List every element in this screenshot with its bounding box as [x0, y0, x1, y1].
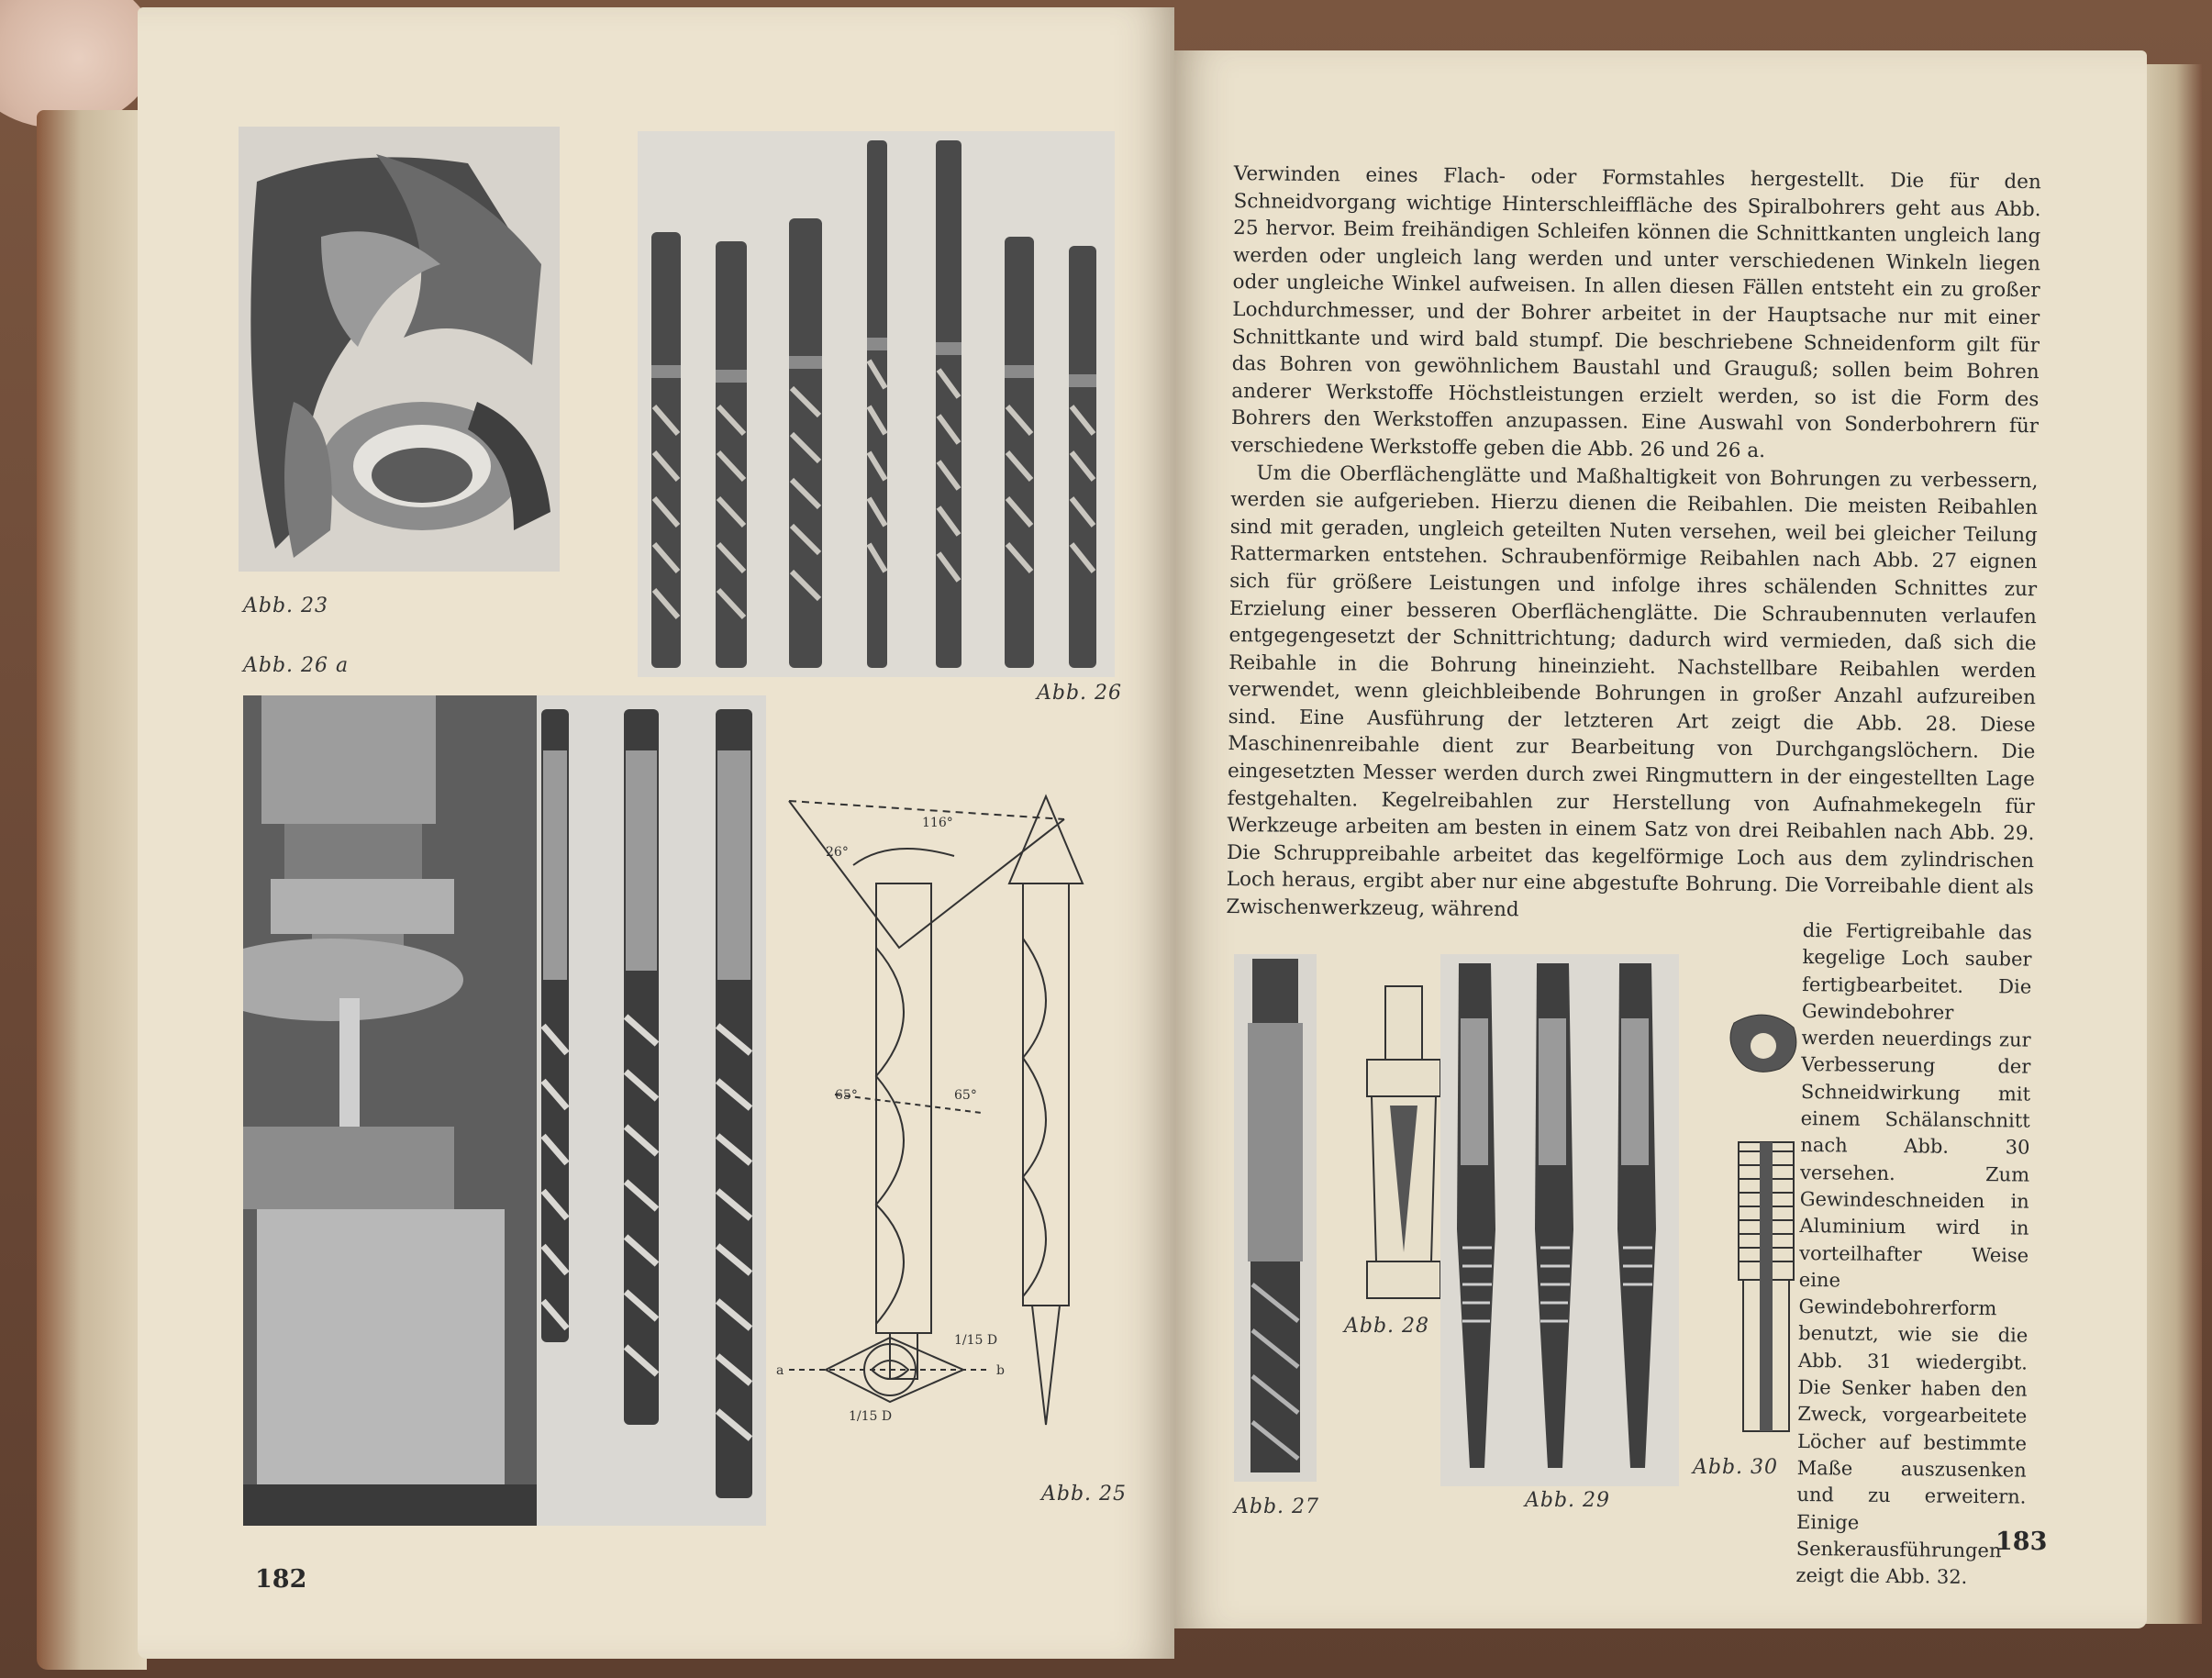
label-angle-116: 116° [922, 816, 953, 830]
milling-cutter-image [239, 127, 560, 572]
label-point-b: b [996, 1363, 1005, 1378]
side-column-text: die Fertigreibahle das kegelige Loch sauber fertigbearbeitet. Die Gewindebohrer werden neuerdings zur Verbesserung der Schneidwirkung mit einem Schälanschnitt nach Abb. 30 versehen. Zum Gewindeschneiden in Aluminium wird in vorteilhafter Weise eine Gewindebohrerform benutzt, wie sie die Abb. 31 wiedergibt. Die Senker haben den Zweck, vorgearbeitete Löcher auf bestimmte Maße auszusenken und zu erweitern. Einige Senkerausführungen zeigt die Abb. 32. [1795, 918, 2032, 1589]
paragraph-1: Verwinden eines Flach- oder Formstahles hergestellt. Die für den Schneidvorgang wichtige Hinterschleiffläche des Spiralbohrers geht aus Abb. 25 hervor. Beim freihändigen Schleifen können die Schnittkanten ungleich lang werden oder ungleich lang werden und unter verschiedenen Winkeln liegen oder ungleiche Winkel aufweisen. In allen diesen Fällen entsteht ein zu großer Lochdurchmesser, und der Bohrer arbeitet in der Hauptsache nur mit einer Schnittkante und wird bald stumpf. Die beschriebene Schneidenform gilt für das Bohren von gewöhnlichem Baustahl und Grauguß; sollen beim Bohren anderer Werkstoffe Höchstleistungen erzielt werden, so ist die Form des Bohrers den Werkstoffen anzupassen. Eine Auswahl von Sonderbohrern für verschiedene Werkstoffe geben die Abb. 26 und 26 a. [1230, 161, 2041, 463]
figure-abb-29 [1440, 954, 1679, 1486]
taper-reamer-set-image [1440, 954, 1679, 1486]
caption-abb-25: Abb. 25 [1041, 1483, 1128, 1506]
book-edge-left [37, 110, 147, 1670]
main-text [1226, 161, 2041, 929]
label-point-a: a [776, 1363, 784, 1378]
caption-abb-27: Abb. 27 [1234, 1495, 1320, 1518]
figure-abb-26 [638, 131, 1115, 677]
figure-abb-28 [1353, 968, 1454, 1307]
label-angle-65-left: 65° [835, 1088, 858, 1103]
figure-abb-27 [1234, 954, 1317, 1482]
drill-set-image [638, 131, 1115, 677]
drill-press-image [243, 695, 766, 1526]
label-angle-65-right: 65° [954, 1088, 977, 1103]
drill-geometry-drawing [771, 783, 1156, 1452]
caption-abb-26: Abb. 26 [1037, 682, 1123, 705]
figure-abb-23 [239, 127, 560, 572]
adjustable-reamer-drawing [1353, 968, 1454, 1307]
caption-abb-26a: Abb. 26 a [243, 654, 350, 677]
right-page [1174, 50, 2147, 1628]
label-dim-left: 1/15 D [849, 1409, 893, 1424]
caption-abb-29: Abb. 29 [1525, 1489, 1611, 1512]
label-angle-26: 26° [826, 845, 849, 860]
caption-abb-23: Abb. 23 [243, 595, 329, 617]
page-number-right: 183 [1995, 1528, 2048, 1556]
spiral-reamer-image [1234, 954, 1317, 1482]
figure-abb-26a [243, 695, 766, 1526]
page-number-left: 182 [255, 1565, 307, 1594]
left-page [138, 7, 1174, 1659]
caption-abb-30: Abb. 30 [1693, 1456, 1779, 1479]
book-edge-right [2138, 64, 2202, 1624]
figure-abb-25 [771, 783, 1156, 1452]
caption-abb-28: Abb. 28 [1344, 1315, 1430, 1338]
label-dim-right: 1/15 D [954, 1333, 998, 1348]
paragraph-2: Um die Oberflächenglätte und Maßhaltigkeit von Bohrungen zu verbessern, werden sie aufgerieben. Hierzu dienen die Reibahlen. Die meisten Reibahlen sind mit geraden, ungleich geteilten Nuten versehen, weil bei gleicher Teilung Rattermarken entstehen. Schraubenförmige Reibahlen nach Abb. 27 eignen sich für größere Leistungen und infolge ihres schälenden Schnittes zur Erzielung einer besseren Oberflächenglätte. Die Schraubennuten verlaufen entgegengesetzt der Schnittrichtung; dadurch wird vermieden, daß sich die Reibahle in die Bohrung hineinzieht. Nachstellbare Reibahlen werden verwendet, wenn gleichbleibende Bohrungen in großer Anzahl aufzureiben sind. Eine Ausführung der letzteren Art zeigt die Abb. 28. Diese Maschinenreibahle dient zur Bearbeitung von Durchgangslöchern. Die eingesetzten Messer werden durch zwei Ringmuttern in der eingestellten Lage festgehalten. Kegelreibahlen zur Herstellung von Aufnahmekegeln für Werkzeuge arbeiten am besten in einem Satz von drei Reibahlen nach Abb. 29. Die Schruppreibahle arbeitet das kegelförmige Loch aus dem zylindrischen Loch heraus, ergibt aber nur eine abgestufte Bohrung. Die Vorreibahle dient als Zwischenwerkzeug, während [1226, 461, 2039, 922]
